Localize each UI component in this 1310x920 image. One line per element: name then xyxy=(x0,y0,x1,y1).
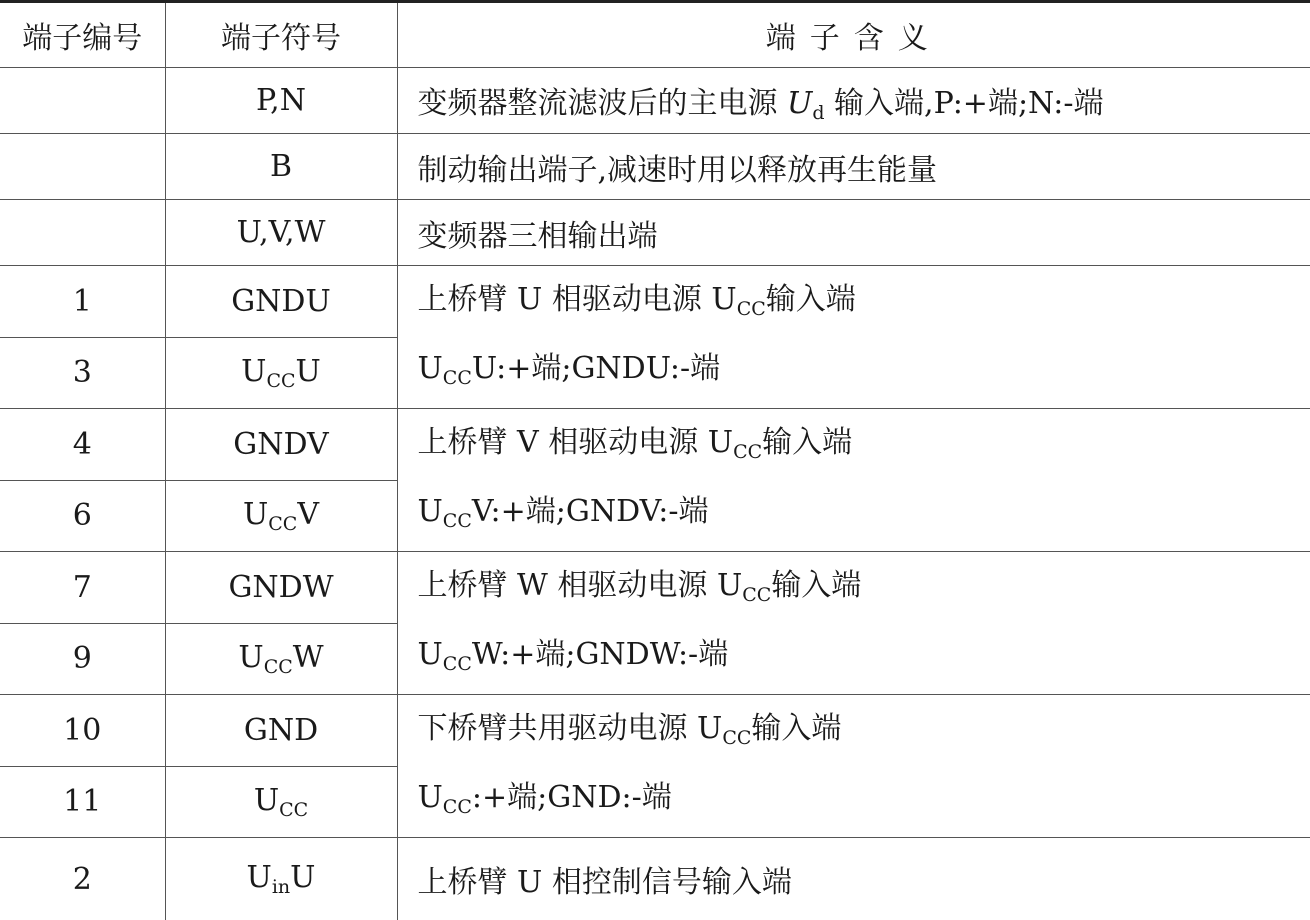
table-row xyxy=(0,409,1310,481)
table-row xyxy=(0,838,1310,920)
header-row xyxy=(0,2,1310,68)
terminal-symbol: P,N xyxy=(165,68,397,134)
terminal-meaning xyxy=(397,552,1310,695)
meaning-line-1: 上桥臂 W 相驱动电源 $U_{CC}$输入端 xyxy=(418,556,1310,625)
terminal-meaning xyxy=(397,695,1310,838)
terminal-symbol: B xyxy=(165,134,397,200)
terminal-meaning xyxy=(397,266,1310,409)
meaning-line-2: $U_{CC}U:+$端;GNDU:-端 xyxy=(418,339,1310,408)
meaning-line-2: $U_{CC}:+$端;GND:-端 xyxy=(418,768,1310,837)
terminal-number: 2 xyxy=(0,838,165,920)
meaning-line-1: 下桥臂共用驱动电源 $U_{CC}$输入端 xyxy=(418,699,1310,768)
terminal-symbol: $U_{in}U$ xyxy=(165,838,397,920)
terminal-symbol: GNDV xyxy=(165,409,397,481)
terminal-number: 6 xyxy=(0,480,165,552)
meaning-line-2: $U_{CC}W:+$端;GNDW:-端 xyxy=(418,625,1310,694)
terminal-symbol: GNDW xyxy=(165,552,397,624)
terminal-meaning xyxy=(397,409,1310,552)
meaning-line-1: 上桥臂 U 相驱动电源 $U_{CC}$输入端 xyxy=(418,270,1310,339)
terminal-number: 3 xyxy=(0,337,165,409)
terminal-meaning xyxy=(397,68,1310,134)
terminal-symbol: GNDU xyxy=(165,266,397,338)
terminal-number: 11 xyxy=(0,766,165,838)
meaning-line-1: 上桥臂 V 相驱动电源 $U_{CC}$输入端 xyxy=(418,413,1310,482)
terminal-symbol: $U_{CC}$ xyxy=(165,766,397,838)
terminal-number: 10 xyxy=(0,695,165,767)
header-terminal-number: 端子编号 xyxy=(0,2,165,68)
meaning-text: 变频器整流滤波后的主电源 $U_d$ 输入端,P:+端;N:-端 xyxy=(418,86,1104,121)
terminal-symbol: $U_{CC}U$ xyxy=(165,337,397,409)
header-terminal-meaning: 端子含义 xyxy=(397,2,1310,68)
terminal-number: 7 xyxy=(0,552,165,624)
meaning-line-2: $U_{CC}V:+$端;GNDV:-端 xyxy=(418,482,1310,551)
terminal-number: 9 xyxy=(0,623,165,695)
table-row xyxy=(0,68,1310,134)
terminal-number xyxy=(0,134,165,200)
table-row xyxy=(0,695,1310,767)
terminal-meaning: 制动输出端子,减速时用以释放再生能量 xyxy=(397,134,1310,200)
table-row xyxy=(0,552,1310,624)
terminal-symbol: $U_{CC}W$ xyxy=(165,623,397,695)
terminal-number: 1 xyxy=(0,266,165,338)
terminal-number xyxy=(0,200,165,266)
terminal-symbol: GND xyxy=(165,695,397,767)
terminal-meaning: 上桥臂 U 相控制信号输入端 xyxy=(397,838,1310,920)
terminal-symbol: U,V,W xyxy=(165,200,397,266)
terminal-meaning: 变频器三相输出端 xyxy=(397,200,1310,266)
terminal-number xyxy=(0,68,165,134)
terminal-symbol: $U_{CC}V$ xyxy=(165,480,397,552)
terminal-number: 4 xyxy=(0,409,165,481)
header-terminal-symbol: 端子符号 xyxy=(165,2,397,68)
table-row xyxy=(0,266,1310,338)
table-row xyxy=(0,134,1310,200)
table-row xyxy=(0,200,1310,266)
